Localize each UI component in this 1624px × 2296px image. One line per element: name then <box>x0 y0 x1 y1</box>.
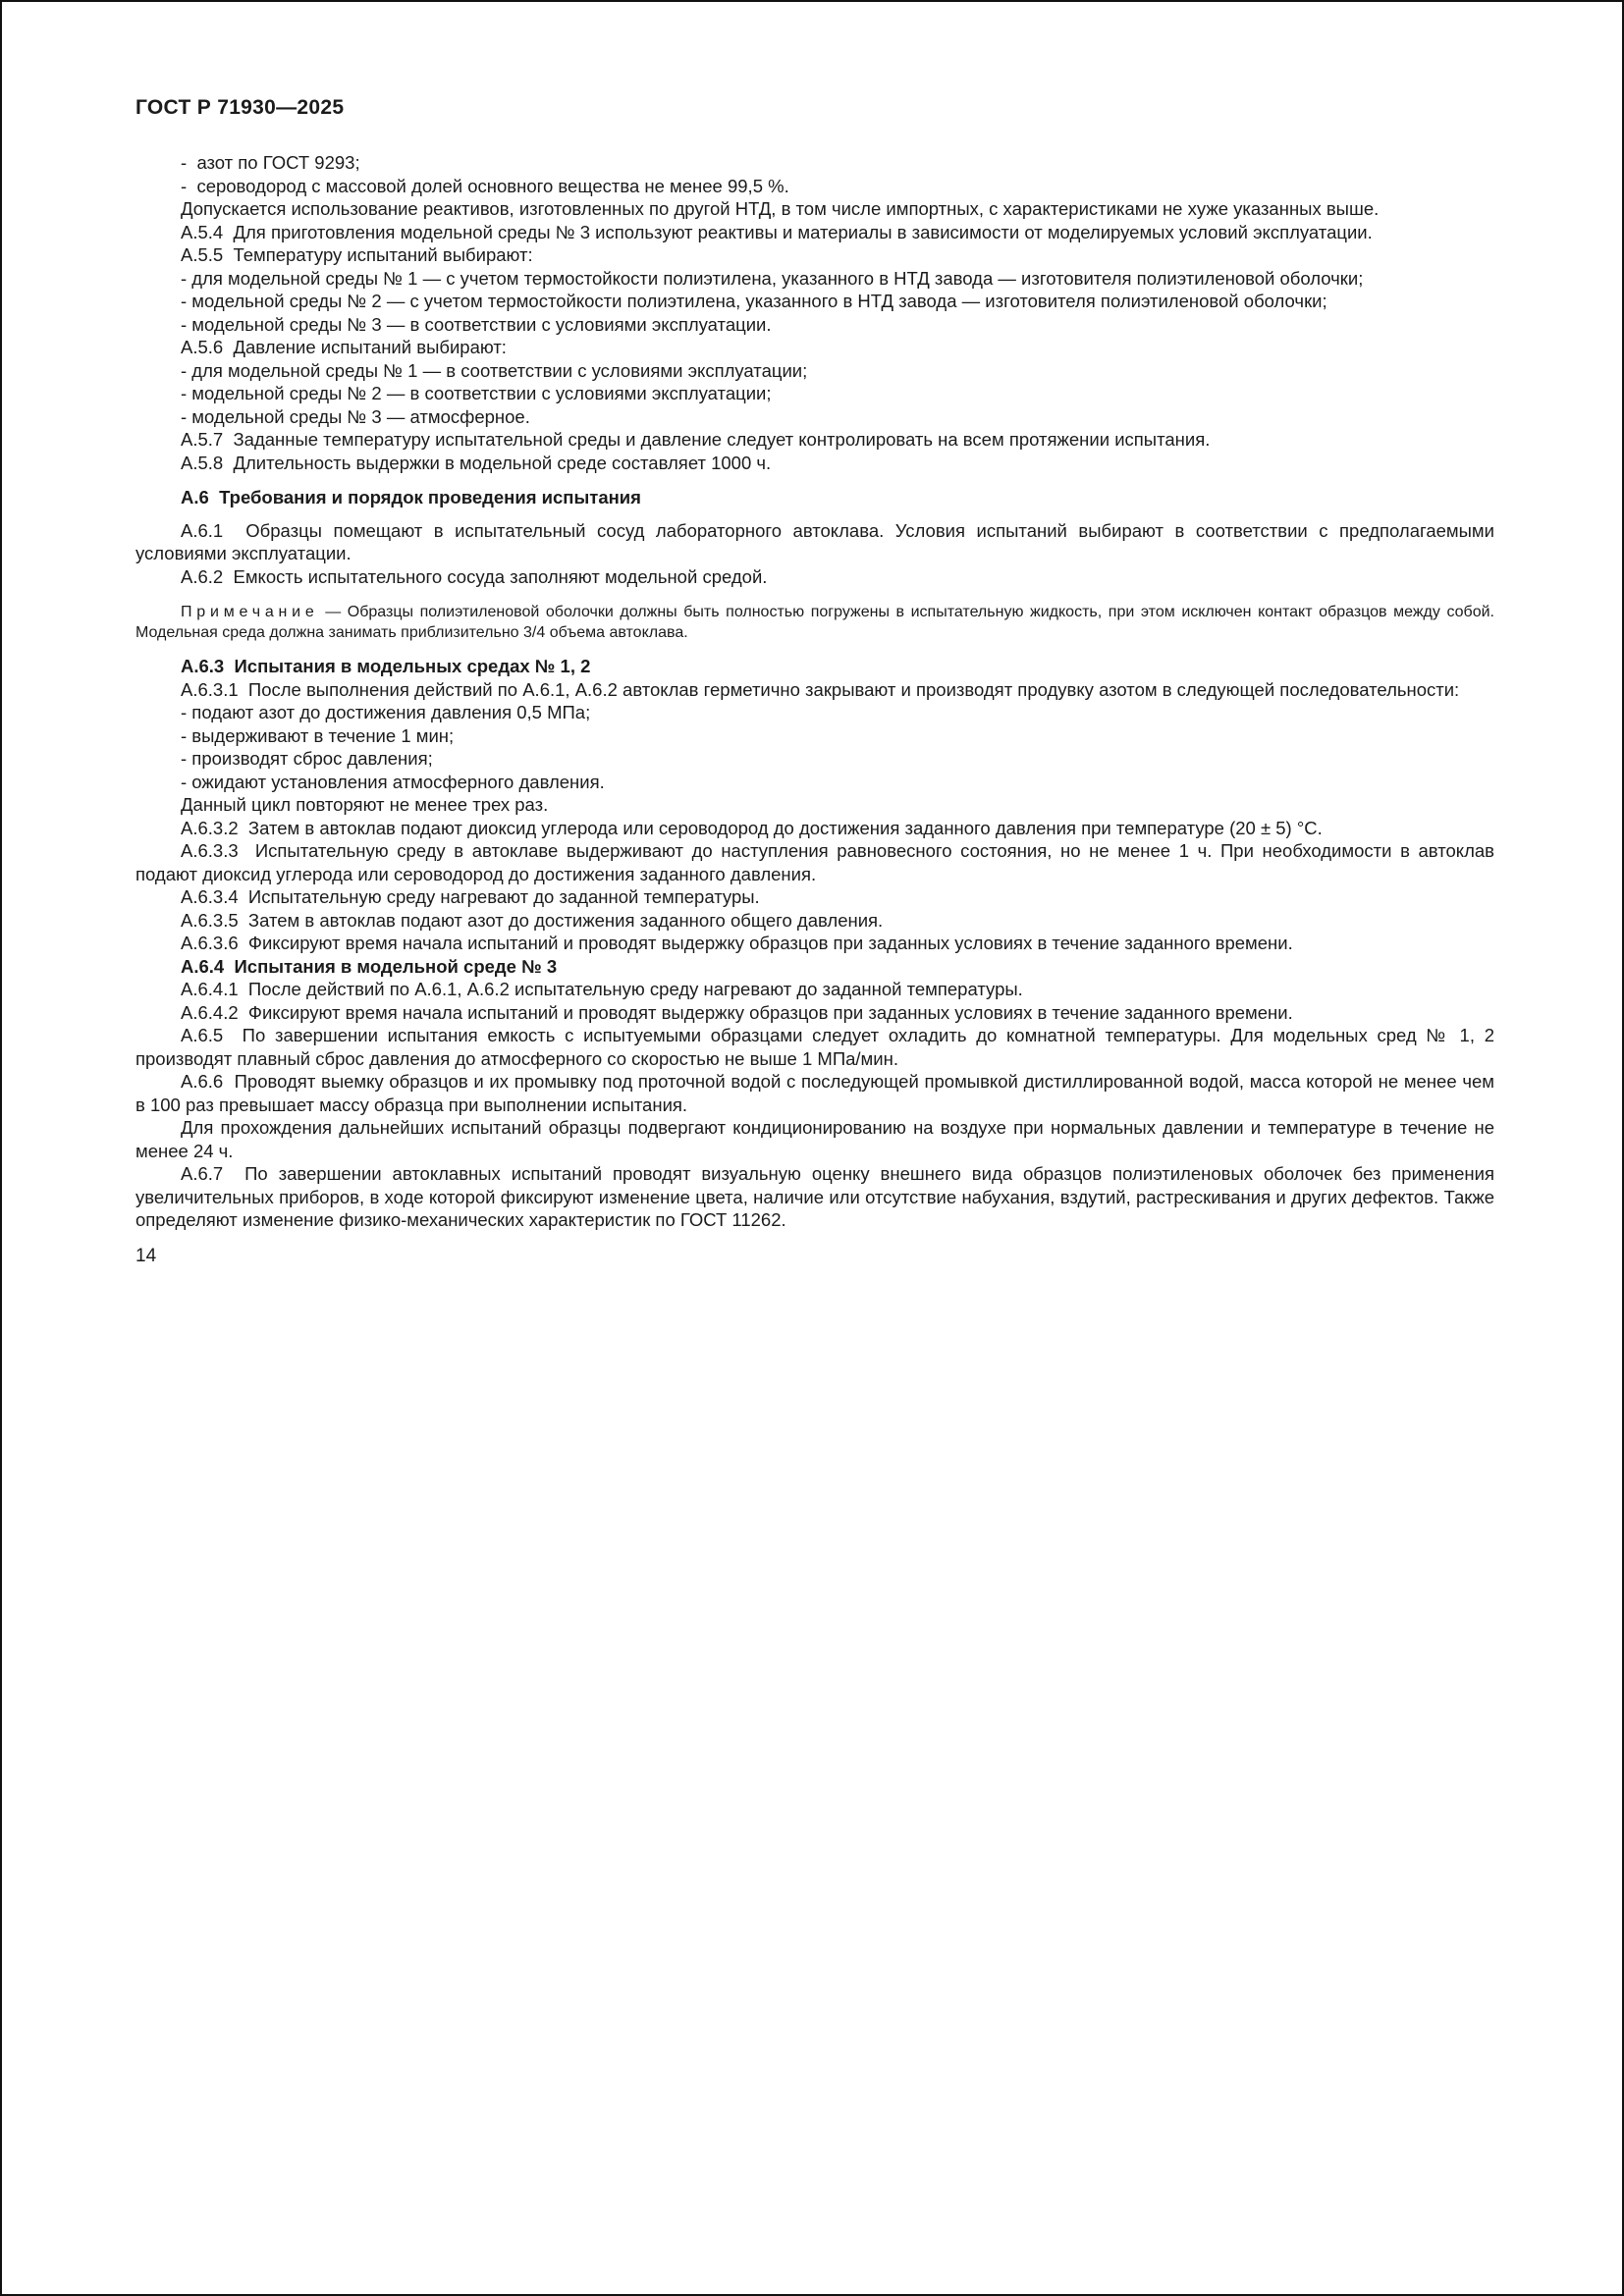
section-heading: А.6.3 Испытания в модельных средах № 1, 2 <box>181 656 591 676</box>
note-label: Примечание <box>181 604 319 620</box>
paragraph: Данный цикл повторяют не менее трех раз. <box>181 794 549 815</box>
paragraph: - производят сброс давления; <box>181 748 433 769</box>
section-heading: А.6 Требования и порядок проведения испытания <box>181 487 641 507</box>
paragraph: - азот по ГОСТ 9293; <box>181 152 360 173</box>
paragraph: А.5.8 Длительность выдержки в модельной среде составляет 1000 ч. <box>181 452 772 473</box>
paragraph: Допускается использование реактивов, изготовленных по другой НТД, в том числе импортных, с характеристиками не хуже указанных выше. <box>181 198 1380 219</box>
paragraph: А.6.6 Проводят выемку образцов и их промывку под проточной водой с последующей промывкой дистиллированной водой, масса которой не менее чем в 100 раз превышает массу образца при выполнении испытания. <box>135 1071 1494 1115</box>
paragraph: А.5.5 Температуру испытаний выбирают: <box>181 244 533 265</box>
paragraph: А.6.5 По завершении испытания емкость с испытуемыми образцами следует охладить до комнатной температуры. Для модельных сред № 1, 2 производят плавный сброс давления до атмосферного со скоростью не выше 1 МПа/мин. <box>135 1025 1494 1069</box>
section-heading: А.6.4 Испытания в модельной среде № 3 <box>181 955 558 977</box>
paragraph: А.6.4.1 После действий по А.6.1, А.6.2 испытательную среду нагревают до заданной температуры. <box>181 979 1023 999</box>
paragraph: А.5.7 Заданные температуру испытательной среды и давление следует контролировать на всем протяжении испытания. <box>181 429 1211 450</box>
paragraph: - для модельной среды № 1 — с учетом термостойкости полиэтилена, указанного в НТД завода — изготовителя полиэтиленовой оболочки; <box>181 267 1364 289</box>
paragraph: А.6.3.4 Испытательную среду нагревают до заданной температуры. <box>181 886 760 907</box>
paragraph: А.5.4 Для приготовления модельной среды № 3 используют реактивы и материалы в зависимости от моделируемых условий эксплуатации. <box>181 221 1373 242</box>
paragraph: - выдерживают в течение 1 мин; <box>181 724 455 746</box>
paragraph: А.6.3.5 Затем в автоклав подают азот до достижения заданного общего давления. <box>181 909 884 931</box>
paragraph: А.5.6 Давление испытаний выбирают: <box>181 337 507 357</box>
paragraph: А.6.1 Образцы помещают в испытательный сосуд лабораторного автоклава. Условия испытаний выбирают в соответствии с предполагаемыми условиями эксплуатации. <box>135 519 1494 563</box>
paragraph: А.6.3.6 Фиксируют время начала испытаний и проводят выдержку образцов при заданных условиях в течение заданного времени. <box>181 933 1293 953</box>
paragraph: А.6.3.3 Испытательную среду в автоклаве выдерживают до наступления равновесного состояния, но не менее 1 ч. При необходимости в автоклав подают диоксид углерода или сероводород до достижения заданного давления. <box>135 840 1494 884</box>
document-body <box>135 151 1494 1232</box>
document-code: ГОСТ Р 71930—2025 <box>135 96 345 119</box>
paragraph: - модельной среды № 2 — в соответствии с условиями эксплуатации; <box>181 383 772 403</box>
paragraph: А.6.2 Емкость испытательного сосуда заполняют модельной средой. <box>181 565 768 587</box>
paragraph: А.6.3.2 Затем в автоклав подают диоксид углерода или сероводород до достижения заданного давления при температуре (20 ± 5) °С. <box>181 817 1323 838</box>
note-paragraph: Примечание — Образцы полиэтиленовой оболочки должны быть полностью погружены в испытательную жидкость, при этом исключен контакт образцов между собой. Модельная среда должна занимать приблизительно 3/4 объема автоклава. <box>135 604 1494 641</box>
paragraph: А.6.3.1 После выполнения действий по А.6.1, А.6.2 автоклав герметично закрывают и производят продувку азотом в следующей последовательности: <box>181 678 1460 700</box>
paragraph: - модельной среды № 3 — атмосферное. <box>181 405 530 427</box>
paragraph: - модельной среды № 3 — в соответствии с условиями эксплуатации. <box>181 313 772 335</box>
paragraph: А.6.7 По завершении автоклавных испытаний проводят визуальную оценку внешнего вида образцов полиэтиленовых оболочек без применения увеличительных приборов, в ходе которой фиксируют изменение цвета, наличие или отсутствие набухания, вздутий, растрескивания и других дефектов. Также определяют изменение физико-механических характеристик по ГОСТ 11262. <box>135 1163 1494 1230</box>
paragraph: - подают азот до достижения давления 0,5 МПа; <box>181 702 591 722</box>
paragraph: - для модельной среды № 1 — в соответствии с условиями эксплуатации; <box>181 359 808 381</box>
paragraph: - сероводород с массовой долей основного вещества не менее 99,5 %. <box>181 175 789 196</box>
paragraph: Для прохождения дальнейших испытаний образцы подвергают кондиционированию на воздухе при нормальных давлении и температуре в течение не менее 24 ч. <box>135 1117 1494 1161</box>
paragraph: - модельной среды № 2 — с учетом термостойкости полиэтилена, указанного в НТД завода — изготовителя полиэтиленовой оболочки; <box>181 291 1327 311</box>
paragraph: А.6.4.2 Фиксируют время начала испытаний и проводят выдержку образцов при заданных условиях в течение заданного времени. <box>181 1001 1293 1023</box>
page-number: 14 <box>135 1245 157 1266</box>
document-content <box>135 96 1494 1267</box>
paragraph: - ожидают установления атмосферного давления. <box>181 771 605 792</box>
